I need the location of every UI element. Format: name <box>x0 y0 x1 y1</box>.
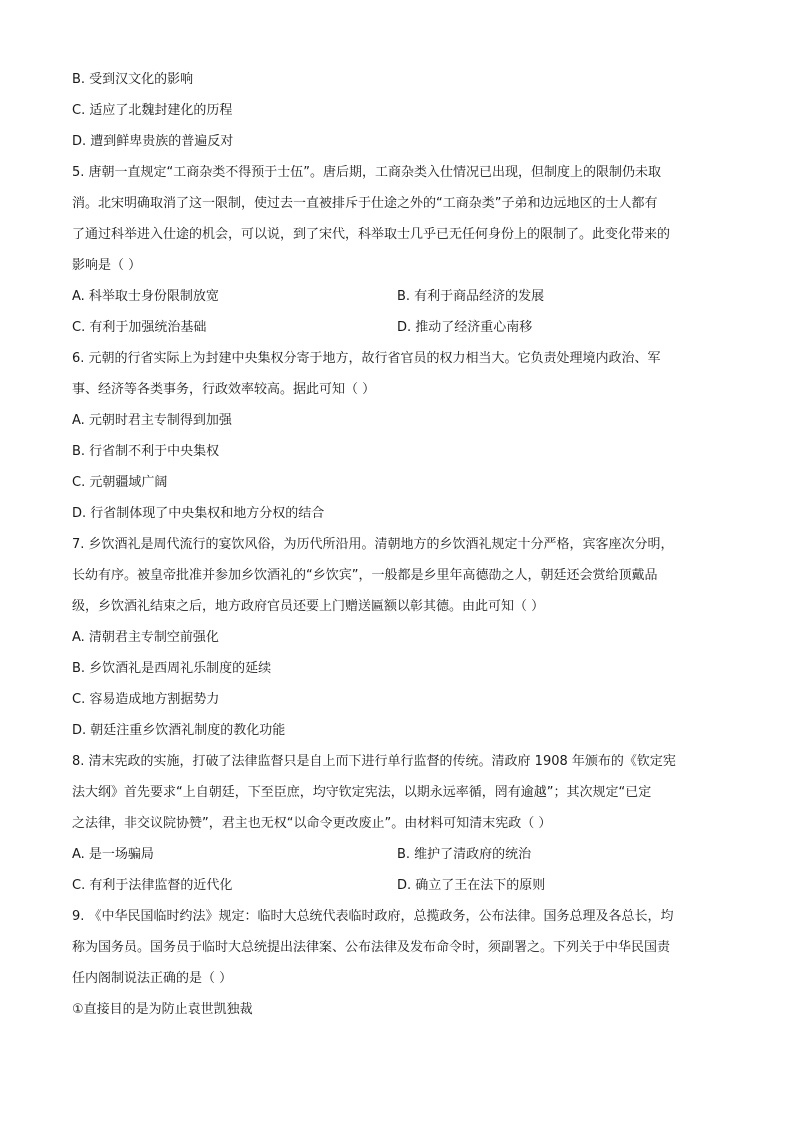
question-stem-line: 5. 唐朝一直规定“工商杂类不得预于士伍”。唐后期，工商杂类入仕情况已出现，但制度上的限制仍未取 <box>72 165 662 180</box>
option-b: B. 受到汉文化的影响 <box>72 72 194 87</box>
question-stem-line: 9. 《中华民国临时约法》规定：临时大总统代表临时政府，总揽政务，公布法律。国务总理及各总长，均 <box>72 909 674 924</box>
option-b: B. 维护了清政府的统治 <box>397 847 532 862</box>
option-c: C. 有利于法律监督的近代化 <box>72 878 233 893</box>
option-d: D. 朝廷注重乡饮酒礼制度的教化功能 <box>72 723 286 738</box>
option-b: B. 乡饮酒礼是西周礼乐制度的延续 <box>72 661 272 676</box>
question-stem-line: 法大纲》首先要求“上自朝廷，下至臣庶，均守钦定宪法，以期永远率循，罔有逾越”；其次规定“已定 <box>72 785 652 800</box>
options-row <box>72 839 724 870</box>
option-d: D. 行省制体现了中央集权和地方分权的结合 <box>72 506 325 521</box>
question-stem-line: 任内阁制说法正确的是（ ） <box>72 971 233 986</box>
option-c: C. 容易造成地方割据势力 <box>72 692 220 707</box>
question-stem-line: 级，乡饮酒礼结束之后，地方政府官员还要上门赠送匾额以彰其德。由此可知（ ） <box>72 599 545 614</box>
question-stem-line: 消。北宋明确取消了这一限制，使过去一直被排斥于仕途之外的“工商杂类”子弟和边远地区的士人都有 <box>72 196 658 211</box>
options-row <box>72 312 724 343</box>
option-a: A. 清朝君主专制空前强化 <box>72 630 219 645</box>
question-stem-line: 影响是（ ） <box>72 258 142 273</box>
question-stem-line: 7. 乡饮酒礼是周代流行的宴饮风俗，为历代所沿用。清朝地方的乡饮酒礼规定十分严格，宾客座次分明， <box>72 537 674 552</box>
question-7 <box>72 529 724 746</box>
question-stem-line: 长幼有序。被皇帝批准并参加乡饮酒礼的“乡饮宾”，一般都是乡里年高德劭之人，朝廷还会赏给顶戴品 <box>72 568 658 583</box>
option-a: A. 是一场骗局 <box>72 847 154 862</box>
option-a: A. 元朝时君主专制得到加强 <box>72 413 232 428</box>
question-5 <box>72 157 724 343</box>
option-c: C. 有利于加强统治基础 <box>72 320 207 335</box>
question-stem-line: 8. 清末宪政的实施，打破了法律监督只是自上而下进行单行监督的传统。清政府 1908 年颁布的《钦定宪 <box>72 754 676 769</box>
statement-1: ①直接目的是为防止袁世凯独裁 <box>72 1002 253 1017</box>
question-9 <box>72 901 724 1025</box>
question-stem-line: 称为国务员。国务员于临时大总统提出法律案、公布法律及发布命令时，须副署之。下列关于中华民国责 <box>72 940 671 955</box>
question-8 <box>72 746 724 901</box>
option-b: B. 行省制不利于中央集权 <box>72 444 220 459</box>
options-row <box>72 870 724 901</box>
option-a: A. 科举取士身份限制放宽 <box>72 289 219 304</box>
q4-options <box>72 64 724 157</box>
option-c: C. 适应了北魏封建化的历程 <box>72 103 233 118</box>
page-content <box>72 64 724 1025</box>
question-stem-line: 之法律，非交议院协赞”，君主也无权“以命令更改废止”。由材料可知清末宪政（ ） <box>72 816 552 831</box>
question-stem-line: 了通过科举进入仕途的机会，可以说，到了宋代，科举取士几乎已无任何身份上的限制了。此变化带来的 <box>72 227 671 242</box>
option-c: C. 元朝疆域广阔 <box>72 475 168 490</box>
question-stem-line: 6. 元朝的行省实际上为封建中央集权分寄于地方，故行省官员的权力相当大。它负责处理境内政治、军 <box>72 351 661 366</box>
option-b: B. 有利于商品经济的发展 <box>397 289 545 304</box>
option-d: D. 确立了王在法下的原则 <box>397 878 546 893</box>
options-row <box>72 281 724 312</box>
option-d: D. 推动了经济重心南移 <box>397 320 533 335</box>
option-d: D. 遭到鲜卑贵族的普遍反对 <box>72 134 234 149</box>
question-6 <box>72 343 724 529</box>
question-stem-line: 事、经济等各类事务，行政效率较高。据此可知（ ） <box>72 382 376 397</box>
